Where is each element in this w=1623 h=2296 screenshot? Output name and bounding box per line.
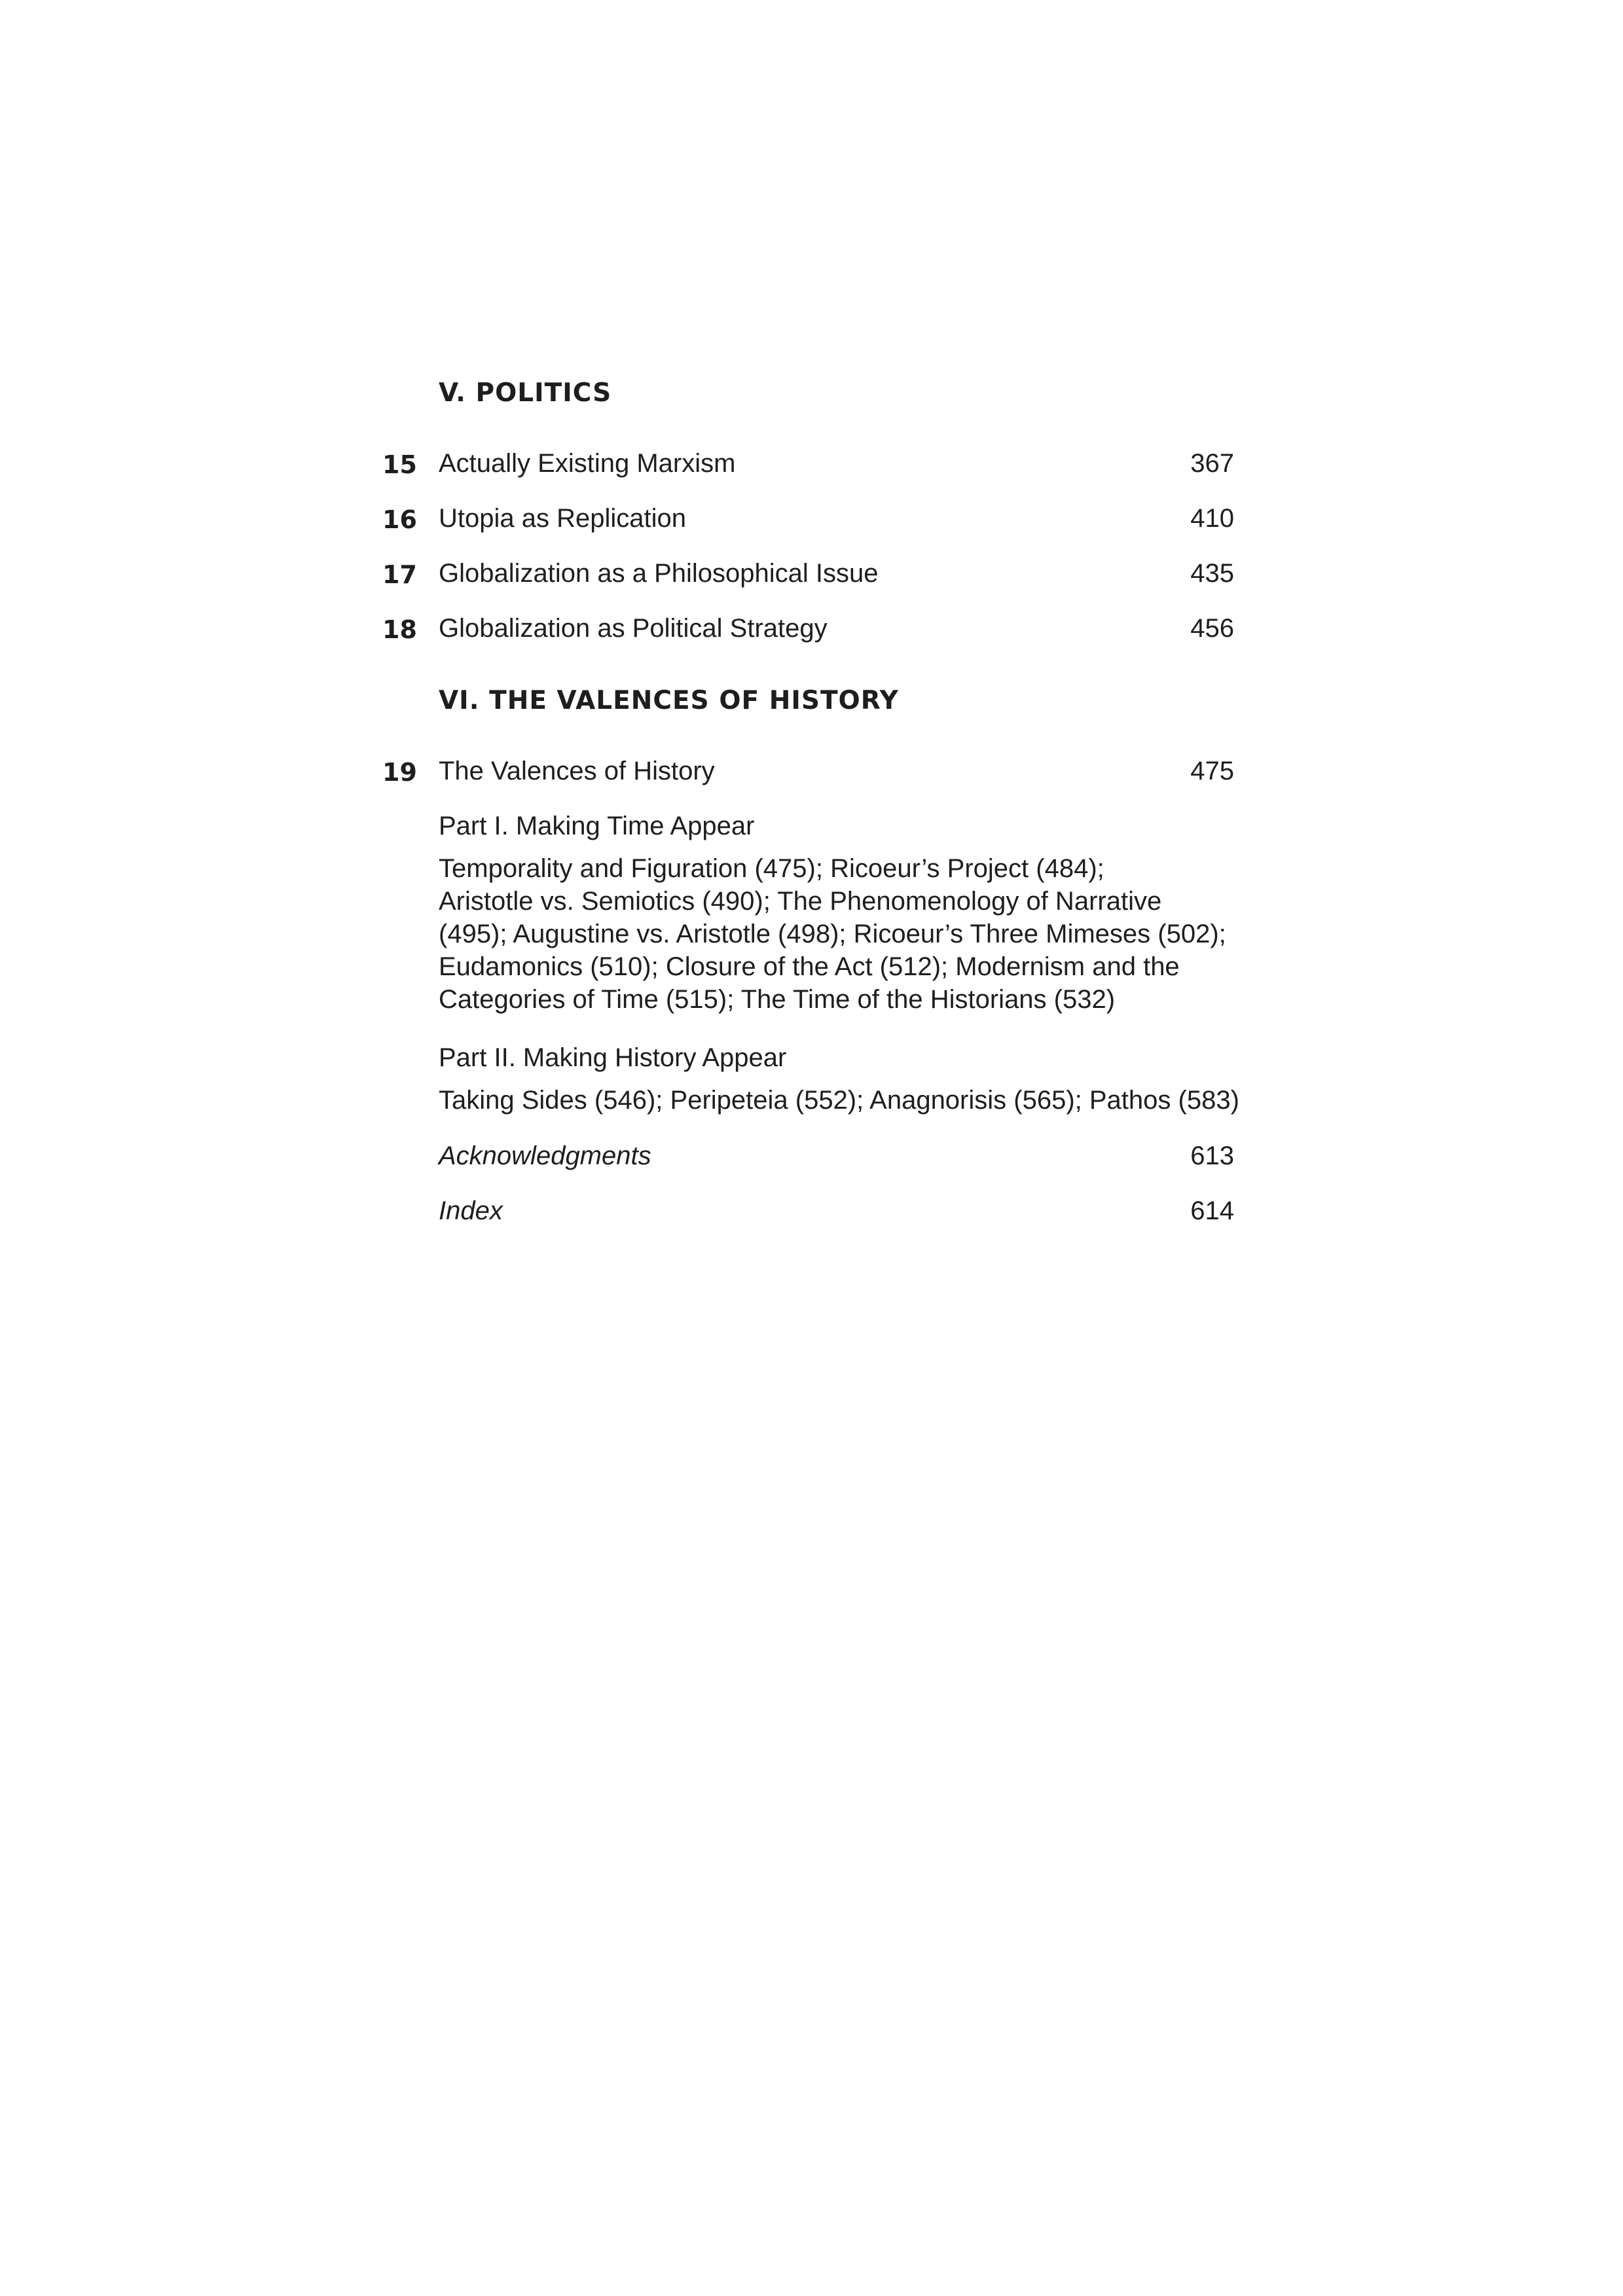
chapter-page: 456 (1190, 614, 1234, 643)
chapter-title: Actually Existing Marxism (439, 449, 736, 478)
part-contents-line: Aristotle vs. Semiotics (490); The Phenomenology of Narrative (439, 887, 1162, 916)
part-contents-line: (495); Augustine vs. Aristotle (498); Ricoeur’s Three Mimeses (502); (439, 920, 1226, 948)
chapter-number: 15 (382, 450, 417, 479)
back-matter-title: Index (439, 1196, 503, 1225)
chapter-title: The Valences of History (439, 757, 715, 785)
chapter-page: 435 (1190, 559, 1234, 588)
chapter-number: 17 (382, 560, 417, 589)
part-title: Part I. Making Time Appear (439, 812, 755, 840)
chapter-title: Globalization as Political Strategy (439, 614, 828, 643)
part-contents-line: Taking Sides (546); Peripeteia (552); Anagnorisis (565); Pathos (583) (439, 1086, 1239, 1115)
chapter-page: 410 (1190, 504, 1234, 533)
chapter-page: 367 (1190, 449, 1234, 478)
part-contents (439, 1084, 1244, 1117)
part-contents-line: Eudamonics (510); Closure of the Act (512); Modernism and the (439, 952, 1180, 981)
section-heading-politics: V. POLITICS (439, 378, 612, 408)
part-contents (439, 852, 1244, 1016)
chapter-number: 18 (382, 615, 417, 644)
back-matter-title: Acknowledgments (439, 1141, 651, 1170)
chapter-title: Globalization as a Philosophical Issue (439, 559, 879, 588)
chapter-number: 16 (382, 505, 417, 534)
back-matter-page: 613 (1190, 1141, 1234, 1170)
chapter-title: Utopia as Replication (439, 504, 686, 533)
part-contents-line: Temporality and Figuration (475); Ricoeur’s Project (484); (439, 854, 1104, 883)
section-heading-valences: VI. THE VALENCES OF HISTORY (439, 686, 899, 715)
chapter-page: 475 (1190, 757, 1234, 785)
back-matter-page: 614 (1190, 1196, 1234, 1225)
chapter-number: 19 (382, 758, 417, 787)
part-title: Part II. Making History Appear (439, 1043, 787, 1072)
part-contents-line: Categories of Time (515); The Time of the Historians (532) (439, 985, 1116, 1014)
